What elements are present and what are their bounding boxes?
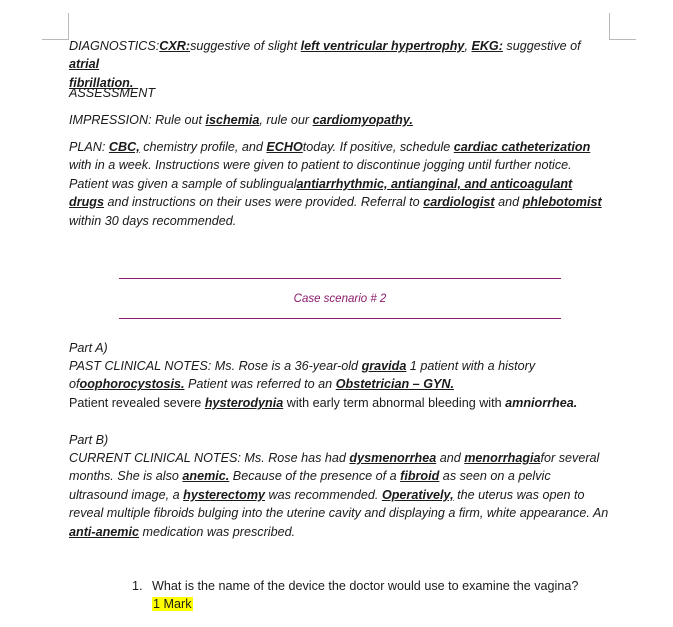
question-mark-badge: 1 Mark [153,597,192,612]
term-fibroid: fibroid [400,469,440,484]
term-lvh: left ventricular hypertrophy [300,39,465,53]
term-operatively: Operatively, [381,487,454,502]
term-hysterodynia: hysterodynia [204,395,284,410]
term-gravida: gravida [361,359,407,373]
diagnostics-label: DIAGNOSTICS: [69,39,160,53]
term-cbc: CBC, [108,140,140,154]
term-cxr: CXR: [159,39,191,53]
margin-corner-top-right [609,13,636,40]
term-phlebotomist: phlebotomist [522,195,602,210]
divider-bottom [119,318,561,319]
question-text: What is the name of the device the doctor would use to examine the vagina? [152,579,579,593]
part-b-heading: Part B) [69,433,109,447]
part-a-paragraph: PAST CLINICAL NOTES: Ms. Rose is a 36-year-old gravida 1 patient with a history ofoophorocystosis. Patient was referred to an Obstetrician – GYN. Patient revealed severe hysterodynia with early term abnormal bleeding with amniorrhea. [69,359,578,410]
term-echo: ECHO [266,140,303,154]
case-scenario-title: Case scenario # 2 [293,293,387,305]
term-ischemia: ischemia [205,113,260,127]
term-atrial: atrial [69,57,100,72]
term-anemic: anemic. [182,469,230,484]
term-ekg: EKG: [471,39,503,53]
term-oophorocystosis: oophorocystosis. [79,377,185,392]
question-number: 1. [132,579,143,593]
plan-paragraph: PLAN: CBC, chemistry profile, and ECHOtoday. If positive, schedule cardiac catheterization with in a week. Instructions were given to patient to discontinue jogging until further notice. Patient was given a sample of sublingualantiarrhythmic, antianginal, and anticoagulant drugs and instructions on their uses were provided. Referral to cardiologist and phlebotomist within 30 days recommended. [69,140,602,228]
margin-corner-top-left [42,13,69,40]
term-amniorrhea: amniorrhea. [505,395,578,410]
term-fibrillation: fibrillation. [69,75,134,90]
term-cardiac-catheterization: cardiac catheterization [453,140,591,154]
part-a-heading: Part A) [69,341,108,355]
impression-paragraph: IMPRESSION: Rule out ischemia, rule our cardiomyopathy. [69,113,413,127]
term-anti-anemic: anti-anemic [69,524,139,539]
term-dysmenorrhea: dysmenorrhea [349,451,437,465]
term-obstetrician: Obstetrician – GYN. [335,377,454,392]
diagnostics-paragraph: DIAGNOSTICS:CXR:suggestive of slight left ventricular hypertrophy, EKG: suggestive of atrial fibrillation. [69,39,581,90]
term-cardiologist: cardiologist [423,195,495,210]
term-menorrhagia: menorrhagia [464,451,541,465]
divider-top [119,278,561,279]
part-b-paragraph: CURRENT CLINICAL NOTES: Ms. Rose has had dysmenorrhea and menorrhagiafor several months. She is also anemic. Because of the presence of a fibroid as seen on a pelvic ultrasound image, a hysterectomy was recommended. Operatively, the uterus was open to reveal multiple fibroids bulging into the uterine cavity and displaying a firm, white appearance. An anti-anemic medication was prescribed. [69,451,609,539]
term-cardiomyopathy: cardiomyopathy. [312,113,413,127]
term-drugs: antiarrhythmic, antianginal, and anticoagulant drugs [69,176,573,210]
term-hysterectomy: hysterectomy [183,487,266,502]
assessment-heading: ASSESSMENT [69,86,156,100]
